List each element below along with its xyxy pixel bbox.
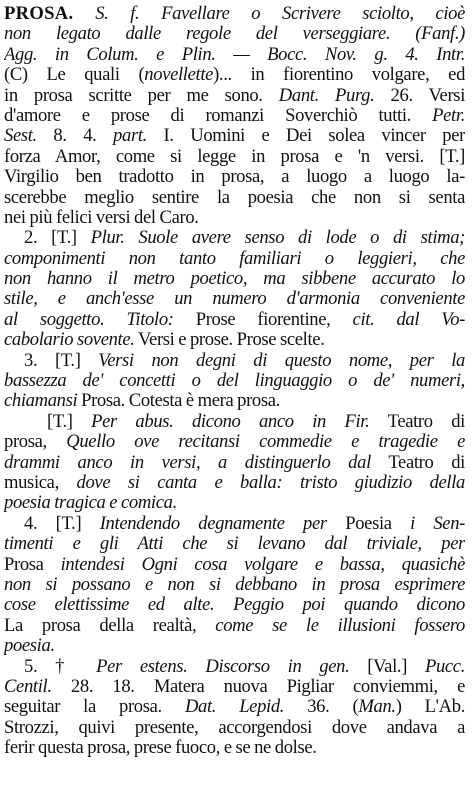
text-segment: intendesi Ogni cosa volgare e bassa, quasichè	[60, 554, 465, 575]
text-segment: cit. dal Vo-	[352, 309, 465, 330]
text-segment: stile, e anch'esse un numero d'armonia conveniente	[4, 289, 465, 310]
text-line	[4, 595, 465, 615]
text-line	[4, 208, 465, 228]
text-line	[4, 65, 465, 85]
text-segment: 4. [T.]	[24, 513, 100, 534]
text-segment: 36. (	[284, 697, 359, 718]
text-line	[4, 228, 465, 248]
text-line	[4, 310, 465, 330]
text-segment	[73, 4, 95, 24]
text-segment: Centil.	[4, 676, 52, 697]
text-segment: Pucc.	[424, 656, 465, 677]
text-segment: Per estens. Discorso in gen.	[96, 656, 350, 677]
text-line	[4, 269, 465, 289]
text-segment: [T.]	[47, 411, 92, 432]
text-segment: 3. [T.]	[24, 350, 99, 371]
text-line	[4, 677, 465, 697]
text-line	[4, 289, 465, 309]
text-segment: bassezza de' concetti o del linguaggio o de' numeri,	[4, 371, 465, 392]
text-segment: musica,	[4, 472, 77, 493]
text-segment: timenti e gli Atti che si levano dal triviale, per	[4, 534, 465, 555]
text-segment: [Val.]	[349, 656, 425, 677]
text-segment: Dant. Purg.	[278, 85, 375, 106]
text-line	[4, 493, 465, 513]
text-segment: Strozzi, quivi presente, accorgendosi dove andava a	[4, 717, 465, 738]
text-segment: ) L'Ab.	[395, 697, 465, 718]
text-segment: Poesia	[326, 513, 411, 534]
headword: PROSA.	[4, 4, 74, 24]
text-segment: non legato dalle regole del verseggiare. (Fanf.)	[4, 24, 465, 45]
text-segment: La prosa della realtà,	[4, 615, 216, 636]
text-line	[4, 718, 465, 738]
text-segment: seguitar la prosa.	[4, 697, 185, 718]
text-segment: prosa,	[4, 432, 67, 453]
text-segment: I. Uomini e Dei solea vincer per	[146, 126, 465, 147]
text-segment: componimenti non tanto familiari o leggieri, che	[4, 248, 465, 269]
text-segment: part.	[113, 126, 147, 147]
text-line	[4, 188, 465, 208]
text-line	[4, 391, 465, 411]
text-segment: forza Amor, come si legge in prosa e 'n versi. [T.]	[4, 146, 465, 167]
text-segment: Teatro di	[369, 411, 465, 432]
text-segment: cabolario sovente.	[4, 330, 135, 351]
text-segment: al soggetto. Titolo:	[4, 309, 174, 330]
text-line	[4, 575, 465, 595]
text-segment: )... in fiorentino volgare, ed	[213, 65, 465, 86]
text-segment: Virgilio ben tradotto in prosa, a luogo a luogo la-	[4, 167, 465, 188]
text-line	[4, 126, 465, 146]
text-segment: Dat. Lepid.	[184, 697, 285, 718]
text-line	[4, 330, 465, 350]
text-line	[4, 106, 465, 126]
text-segment: Versi non degni di questo nome, per la	[98, 350, 465, 371]
text-segment: d'amore e prose di romanzi Soverchiò tutti.	[4, 105, 433, 126]
text-segment: Prosa. Cotesta è mera prosa.	[77, 391, 280, 412]
text-segment: Plur. Suole avere senso di lode o di stima;	[90, 228, 465, 249]
text-line	[4, 351, 465, 371]
text-line	[4, 555, 465, 575]
text-segment: drammi anco in versi, a distinguerlo dal	[4, 452, 371, 473]
text-segment: Man.	[358, 697, 396, 718]
text-line	[4, 453, 465, 473]
text-line	[4, 432, 465, 452]
text-segment: come se le illusioni fossero	[215, 615, 465, 636]
text-segment: Versi e prose. Prose scelte.	[134, 330, 325, 351]
text-segment: 26. Versi	[374, 85, 465, 106]
text-segment: poesia.	[4, 636, 55, 657]
text-segment: chiamansi	[4, 391, 78, 412]
text-segment: 2. [T.]	[24, 228, 91, 249]
text-segment: Petr.	[432, 105, 465, 126]
text-segment: (C) Le quali (	[4, 65, 145, 86]
text-line	[4, 514, 465, 534]
text-segment: Prose fiorentine,	[173, 309, 353, 330]
text-segment: Sest.	[4, 126, 37, 147]
text-segment: 8. 4.	[36, 126, 114, 147]
text-segment: Agg. in Colum. e Plin. — Bocc. Nov. g. 4. Intr.	[4, 44, 465, 65]
text-line	[4, 616, 465, 636]
text-line	[4, 473, 465, 493]
text-segment: poesia tragica e comica.	[4, 493, 177, 514]
text-segment: S. f. Favellare o Scrivere sciolto, cioè	[95, 4, 465, 24]
text-line	[4, 738, 465, 758]
text-segment: 5. †	[24, 656, 97, 677]
text-line	[4, 534, 465, 554]
text-segment: Intendendo degnamente per	[99, 513, 327, 534]
text-segment: in prosa scritte per me sono.	[4, 85, 279, 106]
text-segment: scerebbe meglio sentire la poesia che non si senta	[4, 187, 465, 208]
text-segment: Quello ove recitansi commedie e tragedie e	[66, 432, 465, 453]
text-segment: 28. 18. Matera nuova Pigliar conviemmi, e	[51, 676, 465, 697]
text-line	[4, 249, 465, 269]
text-segment: nei più felici versi del Caro.	[4, 207, 199, 228]
text-segment: Per abus. dicono anco in Fir.	[91, 411, 370, 432]
text-segment: i Sen-	[410, 513, 465, 534]
text-segment: ferir questa prosa, prese fuoco, e se ne dolse.	[4, 738, 317, 759]
text-line	[4, 657, 465, 677]
text-line	[4, 697, 465, 717]
text-line	[4, 371, 465, 391]
text-line	[4, 24, 465, 44]
text-segment: cose elettissime ed alte. Peggio poi quando dicono	[4, 595, 465, 616]
text-line	[4, 4, 465, 24]
text-line	[4, 147, 465, 167]
text-line	[4, 167, 465, 187]
text-line	[4, 412, 465, 432]
text-segment: novellette	[144, 65, 214, 86]
text-segment: Prosa	[4, 554, 61, 575]
text-segment: Teatro di	[370, 452, 465, 473]
text-segment: dove si canta e balla: tristo giudizio della	[76, 472, 465, 493]
text-line	[4, 636, 465, 656]
text-line	[4, 86, 465, 106]
text-segment: non si possano e non si debbano in prosa esprimere	[4, 574, 465, 595]
text-segment: non hanno il metro poetico, ma sibbene accurato lo	[4, 269, 465, 290]
text-line	[4, 45, 465, 65]
